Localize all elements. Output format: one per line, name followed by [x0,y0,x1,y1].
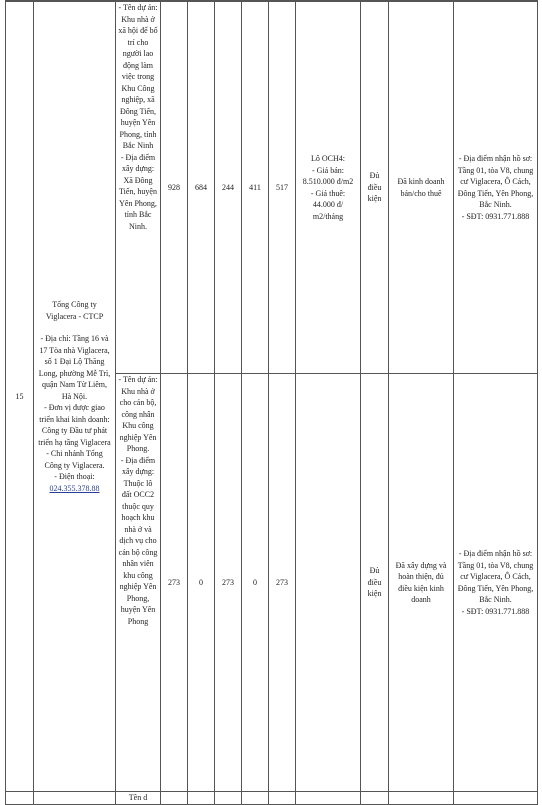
lease-remaining-units: 273 [269,374,296,792]
total-units: 928 [161,2,188,374]
project-description: - Tên dự án: Khu nhà ở xã hội để bố trí cho người lao động làm việc trong Khu Công nghiệp, xã Đông Tiến, huyện Yên Phong, tỉnh Bắc Ninh - Địa điểm xây dựng: Xã Đông Tiến, huyện Yên Phong, tỉnh Bắc Ninh. [116,2,161,374]
organization-name: Tổng Công ty Viglacera - CTCP [45,300,104,321]
project-description: - Tên dự án: Khu nhà ở cho cán bộ, công nhân Khu công nghiệp Yên Phong. - Địa điểm xây dựng: Thuộc lô đất OCC2 thuộc quy hoạch khu nhà ở và dịch vụ cho cán bộ công nhân viên khu công nghiệp Yên Phong, huyện Yên Phong [116,374,161,792]
sold-units: 0 [188,374,215,792]
phone-link[interactable]: 024.355.378.88 [49,483,100,493]
table-row [6,792,538,805]
lease-remaining-units: 517 [269,2,296,374]
organization-cell [34,2,116,792]
condition: Đủ điều kiện [361,2,389,374]
remaining-units: 273 [215,374,242,792]
condition: Đủ điều kiện [361,374,389,792]
row-number: 15 [6,2,34,792]
table-row [6,2,538,374]
next-row-fragment: Tên d [116,792,161,805]
price-info [296,374,361,792]
total-units: 273 [161,374,188,792]
contact-info: - Địa điểm nhận hồ sơ: Tầng 01, tòa V8, chung cư Viglacera, Ô Cách, Đông Tiến, Yên Phong, Bắc Ninh. - SĐT: 0931.771.888 [454,374,538,792]
housing-table [5,0,538,805]
business-status: Đã kinh doanh bán/cho thuê [389,2,454,374]
leased-units: 411 [242,2,269,374]
business-status: Đã xây dựng và hoàn thiện, đủ điều kiện kinh doanh [389,374,454,792]
organization-details: - Địa chỉ: Tầng 16 và 17 Tòa nhà Viglacera, số 1 Đại Lộ Thăng Long, phường Mễ Trì, quận Nam Từ Liêm, Hà Nội. - Đơn vị được giao triển khai kinh doanh: Công ty Đầu tư phát triển hạ tầng Viglacera - Chi nhánh Tổng Công ty Viglacera. - Điện thoại: [38,334,111,481]
leased-units: 0 [242,374,269,792]
price-info: Lô OCH4: - Giá bán: 8.510.000 đ/m2 - Giá thuê: 44.000 đ/ m2/tháng [296,2,361,374]
sold-units: 684 [188,2,215,374]
remaining-units: 244 [215,2,242,374]
contact-info: - Địa điểm nhận hồ sơ: Tầng 01, tòa V8, chung cư Viglacera, Ô Cách, Đông Tiến, Yên Phong, Bắc Ninh. - SĐT: 0931.771.888 [454,2,538,374]
